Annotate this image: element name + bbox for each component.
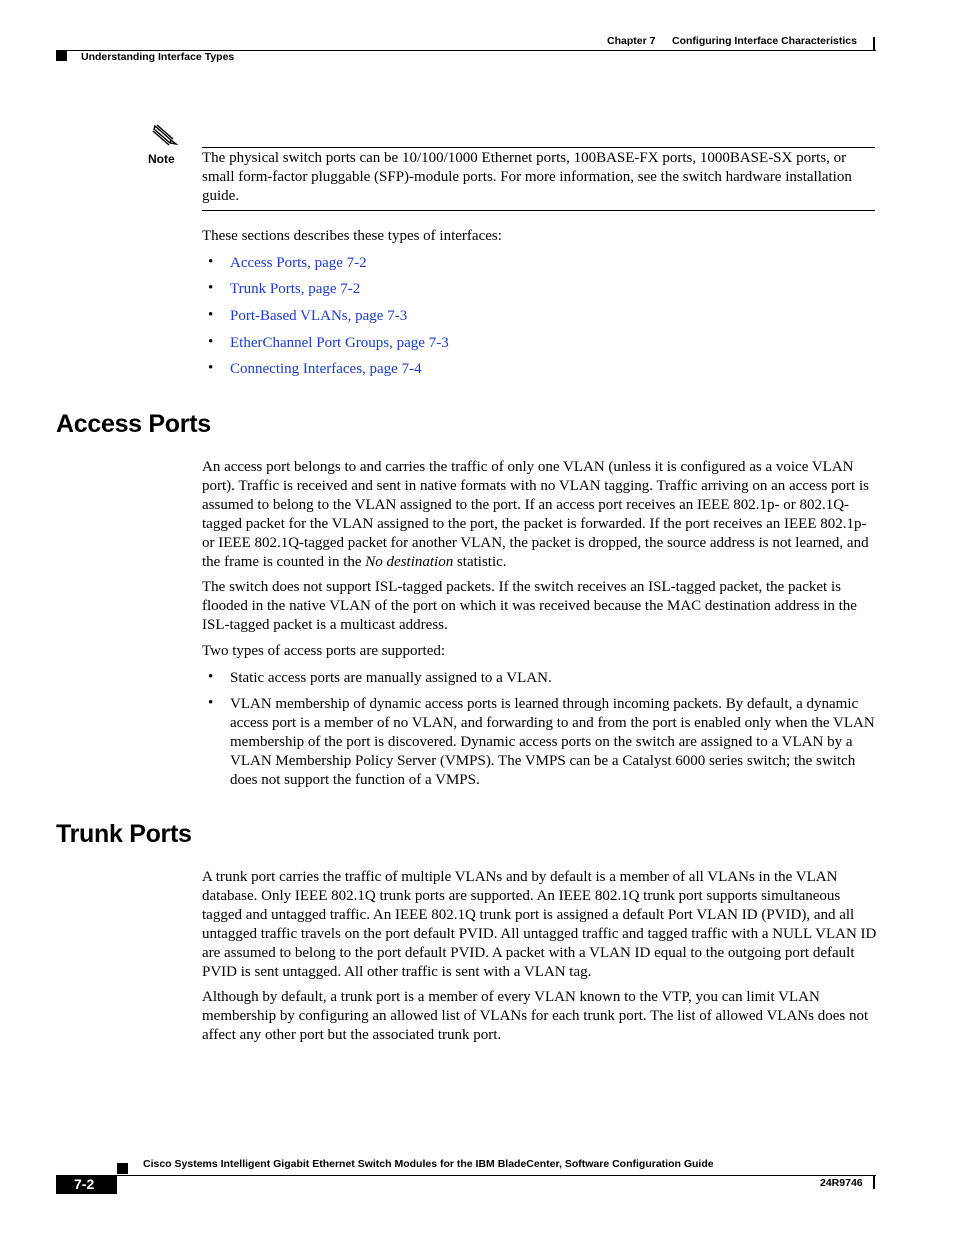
trunk-ports-paragraph-1: A trunk port carries the traffic of multiple VLANs and by default is a member of all VLANs in the VLAN database. Only IEEE 802.1Q trunk ports are supported. An IEEE 802.1Q trunk port supports simultaneous tagged and untagged traffic. An IEEE 802.1Q trunk port is assigned a default Port VLAN ID (PVID), and all untagged traffic travels on the port default PVID. All untagged traffic and tagged traffic with a NULL VLAN ID are assumed to belong to the port default PVID. A packet with a VLAN ID equal to the outgoing port default PVID is sent untagged. All other traffic is sent with a VLAN tag.	[202, 869, 877, 980]
toc-link-trunk-ports[interactable]: Trunk Ports, page 7-2	[230, 281, 361, 297]
footer-rule-tick	[873, 1176, 875, 1189]
trunk-ports-heading: Trunk Ports	[56, 820, 192, 848]
doc-id: 24R9746	[820, 1177, 863, 1189]
access-ports-bullet-dynamic: VLAN membership of dynamic access ports is learned through incoming packets. By default, a dynamic access port is a member of no VLAN, and forwarding to and from the port is enabled only when the VLAN membership of the port is discovered. Dynamic access ports on the switch are assigned to a VLAN by a VLAN Membership Policy Server (VMPS). The VMPS can be a Catalyst 6000 series switch; the switch does not support the function of a VMPS.	[230, 696, 875, 788]
toc-bullet: •	[208, 280, 214, 296]
footer-guide-title: Cisco Systems Intelligent Gigabit Ethernet Switch Modules for the IBM BladeCenter, Software Configuration Guide	[143, 1158, 714, 1170]
no-destination-term: No destination	[365, 554, 454, 570]
page-number: 7-2	[74, 1176, 95, 1192]
access-ports-bullet-static: Static access ports are manually assigned to a VLAN.	[230, 670, 552, 686]
note-label: Note	[148, 152, 175, 166]
toc-bullet: •	[208, 254, 214, 270]
note-bottom-rule	[202, 210, 875, 211]
note-pencil-icon	[149, 122, 181, 150]
toc-link-access-ports[interactable]: Access Ports, page 7-2	[230, 255, 367, 271]
note-text: The physical switch ports can be 10/100/1000 Ethernet ports, 100BASE-FX ports, 1000BASE-SX ports, or small form-factor pluggable (SFP)-module ports. For more information, see the switch hardware installation guide.	[202, 150, 852, 204]
note-top-rule	[202, 147, 875, 148]
chapter-label: Chapter 7	[607, 35, 656, 47]
access-ports-p1-text: An access port belongs to and carries the traffic of only one VLAN (unless it is configured as a voice VLAN port). Traffic is received and sent in native formats with no VLAN tagging. Traffic arriving on an access port is assumed to belong to the VLAN assigned to the port. If an access port receives an IEEE 802.1p- or 802.1Q-tagged packet for the VLAN assigned to the port, the packet is forwarded. If the port receives an IEEE 802.1p- or IEEE 802.1Q-tagged packet for another VLAN, the packet is dropped, the source address is not learned, and the frame is counted in the	[202, 459, 869, 570]
trunk-ports-paragraph-2: Although by default, a trunk port is a member of every VLAN known to the VTP, you can limit VLAN membership by configuring an allowed list of VLANs for each trunk port. The list of allowed VLANs does not affect any other port but the associated trunk port.	[202, 989, 869, 1043]
footer-rule	[56, 1175, 876, 1176]
toc-bullet: •	[208, 360, 214, 376]
toc-bullet: •	[208, 307, 214, 323]
toc-link-connecting-interfaces[interactable]: Connecting Interfaces, page 7-4	[230, 361, 422, 377]
access-ports-paragraph-1	[202, 458, 877, 572]
access-ports-p1-end: statistic.	[456, 554, 507, 570]
list-bullet: •	[208, 695, 214, 711]
intro-text: These sections describes these types of interfaces:	[202, 228, 502, 244]
header-rule-tick	[873, 37, 875, 50]
footer-marker-block	[117, 1163, 128, 1174]
toc-link-port-based-vlans[interactable]: Port-Based VLANs, page 7-3	[230, 308, 408, 324]
list-bullet: •	[208, 669, 214, 685]
toc-bullet: •	[208, 334, 214, 350]
chapter-title: Configuring Interface Characteristics	[672, 35, 857, 47]
section-marker-block	[56, 51, 67, 61]
toc-link-etherchannel[interactable]: EtherChannel Port Groups, page 7-3	[230, 335, 449, 351]
access-ports-paragraph-2: The switch does not support ISL-tagged packets. If the switch receives an ISL-tagged packet, the packet is flooded in the native VLAN of the port on which it was received because the MAC destination address in the ISL-tagged packet is a multicast address.	[202, 579, 857, 633]
access-ports-paragraph-3: Two types of access ports are supported:	[202, 643, 446, 659]
access-ports-heading: Access Ports	[56, 410, 211, 438]
section-title: Understanding Interface Types	[81, 51, 235, 63]
